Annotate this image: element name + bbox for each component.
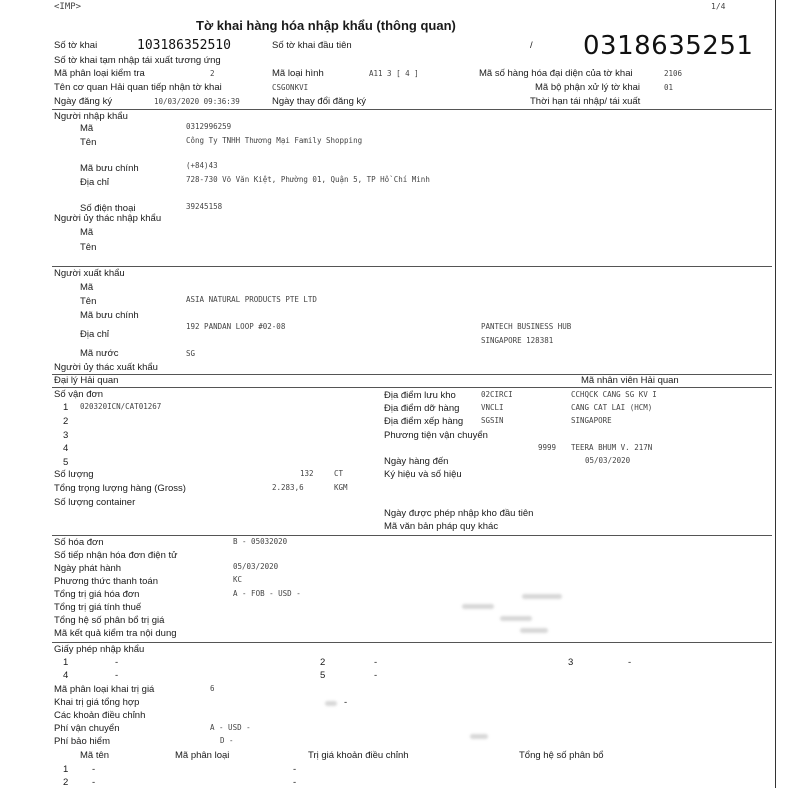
permit-4-value: - xyxy=(115,670,119,681)
ngay-hang-den-label: Ngày hàng đến xyxy=(384,456,449,467)
tong-tri-gia-value: A - FOB - USD - xyxy=(233,589,301,598)
adjust-row-2-ma: - xyxy=(92,777,96,788)
redacted-mark xyxy=(470,734,488,739)
exporter-ma-label: Mã xyxy=(80,282,94,293)
imp-tag: <IMP> xyxy=(54,2,82,12)
van-don-row-1-no: 1 xyxy=(63,402,69,413)
adjust-row-2-no: 2 xyxy=(63,777,69,788)
permit-4-no: 4 xyxy=(63,670,69,681)
tong-hop-label: Khai trị giá tổng hợp xyxy=(54,697,140,708)
ngay-dang-ky-value: 10/03/2020 09:36:39 xyxy=(154,97,240,106)
ngay-duoc-phep-label: Ngày được phép nhập kho đầu tiên xyxy=(384,508,534,519)
permit-1-no: 1 xyxy=(63,657,69,668)
importer-uy-thac-label: Người ủy thác nhập khẩu xyxy=(54,213,162,224)
ngay-hang-den-value: 05/03/2020 xyxy=(585,456,631,465)
importer-dia-chi-label: Địa chỉ xyxy=(80,177,110,188)
ma-so-hh-value: 2106 xyxy=(664,69,683,78)
redacted-mark xyxy=(522,594,562,599)
ky-hieu-label: Ký hiệu và số hiệu xyxy=(384,469,462,480)
importer-uy-thac-ma-label: Mã xyxy=(80,227,94,238)
co-quan-label: Tên cơ quan Hải quan tiếp nhận tờ khai xyxy=(54,82,222,93)
col-phan-loai: Mã phân loại xyxy=(175,750,230,761)
co-quan-value: CSGONKVI xyxy=(272,83,309,92)
col-tri-gia: Trị giá khoản điều chỉnh xyxy=(308,750,409,761)
ma-so-hh-label: Mã số hàng hóa đại diện của tờ khai xyxy=(479,68,633,79)
importer-ten-value: Công Ty TNHH Thương Mại Family Shopping xyxy=(186,136,363,145)
ma-phan-loai-label: Mã phân loại kiểm tra xyxy=(54,68,145,79)
ma-phan-loai-value: 2 xyxy=(210,69,215,78)
phuong-tien-code: 9999 xyxy=(538,443,557,452)
van-don-row-3-no: 3 xyxy=(63,430,69,441)
trong-luong-unit: KGM xyxy=(334,483,348,492)
importer-buu-chinh-label: Mã bưu chính xyxy=(80,163,139,174)
thanh-toan-value: KC xyxy=(233,575,243,584)
phan-loai-khai-label: Mã phân loại khai trị giá xyxy=(54,684,155,695)
phan-loai-khai-value: 6 xyxy=(210,684,215,693)
declaration-big-number: 0318635251 xyxy=(583,31,754,61)
ma-loai-hinh-label: Mã loại hình xyxy=(272,68,324,79)
kiem-tra-label: Mã kết quả kiểm tra nội dung xyxy=(54,628,177,639)
importer-dia-chi-value: 728-730 Võ Văn Kiệt, Phường 01, Quận 5, TP Hồ Chí Minh xyxy=(186,175,430,184)
van-chuyen-value: A - USD - xyxy=(210,723,251,732)
exporter-buu-chinh-label: Mã bưu chính xyxy=(80,310,139,321)
importer-dien-thoai-label: Số điện thoại xyxy=(80,203,136,214)
trong-luong-label: Tổng trọng lượng hàng (Gross) xyxy=(54,483,186,494)
van-don-row-1-value: 020320ICN/CAT01267 xyxy=(80,402,162,411)
importer-buu-chinh-value: (+84)43 xyxy=(186,161,218,170)
exporter-dia-chi-line1: 192 PANDAN LOOP #02-08 xyxy=(186,322,286,331)
divider xyxy=(52,535,772,536)
tong-tri-gia-label: Tổng trị giá hóa đơn xyxy=(54,589,140,600)
tiep-nhan-label: Số tiếp nhận hóa đơn điện tử xyxy=(54,550,178,561)
van-don-row-2-no: 2 xyxy=(63,416,69,427)
xep-hang-label: Địa điểm xếp hàng xyxy=(384,416,464,427)
luu-kho-label: Địa điểm lưu kho xyxy=(384,390,456,401)
importer-ma-value: 0312996259 xyxy=(186,122,232,131)
exporter-ten-label: Tên xyxy=(80,296,97,307)
exporter-dia-chi-line3: SINGAPORE 128381 xyxy=(481,336,554,345)
ngay-phat-hanh-label: Ngày phát hành xyxy=(54,563,122,574)
phuong-tien-name: TEERA BHUM V. 217N xyxy=(571,443,653,452)
agent-label: Đại lý Hải quan xyxy=(54,375,119,386)
divider xyxy=(52,266,772,267)
do-hang-code: VNCLI xyxy=(481,403,504,412)
exporter-dia-chi-line2: PANTECH BUSINESS HUB xyxy=(481,322,572,331)
luu-kho-name: CCHQCK CANG SG KV I xyxy=(571,390,657,399)
ngay-thay-doi-label: Ngày thay đổi đăng ký xyxy=(272,96,367,107)
exporter-ma-nuoc-value: SG xyxy=(186,349,196,358)
phuong-tien-label: Phương tiện vận chuyển xyxy=(384,430,488,441)
adjust-row-1-ma: - xyxy=(92,764,96,775)
ngay-phat-hanh-value: 05/03/2020 xyxy=(233,562,279,571)
divider xyxy=(52,642,772,643)
thoi-han-label: Thời hạn tái nhập/ tái xuất xyxy=(530,96,641,107)
do-hang-name: CANG CAT LAI (HCM) xyxy=(571,403,653,412)
container-label: Số lượng container xyxy=(54,497,136,508)
importer-section-label: Người nhập khẩu xyxy=(54,111,128,122)
importer-ma-label: Mã xyxy=(80,123,94,134)
permit-5-value: - xyxy=(374,670,378,681)
tinh-thue-label: Tổng trị giá tính thuế xyxy=(54,602,142,613)
redacted-mark xyxy=(462,604,494,609)
permit-3-no: 3 xyxy=(568,657,574,668)
van-chuyen-label: Phí vận chuyển xyxy=(54,723,120,734)
luu-kho-code: 02CIRCI xyxy=(481,390,513,399)
so-hoa-don-value: B - 05032020 xyxy=(233,537,288,546)
importer-dien-thoai-value: 39245158 xyxy=(186,202,223,211)
van-don-label: Số vận đơn xyxy=(54,389,104,400)
permit-1-value: - xyxy=(115,657,119,668)
thanh-toan-label: Phương thức thanh toán xyxy=(54,576,158,587)
exporter-ma-nuoc-label: Mã nước xyxy=(80,348,119,359)
right-margin-rule xyxy=(775,0,776,788)
bao-hiem-value: D - xyxy=(220,736,234,745)
so-hoa-don-label: Số hóa đơn xyxy=(54,537,104,548)
exporter-uy-thac-label: Người ủy thác xuất khẩu xyxy=(54,362,158,373)
exporter-dia-chi-label: Địa chỉ xyxy=(80,329,110,340)
redacted-mark xyxy=(500,616,532,621)
col-he-so: Tổng hệ số phân bổ xyxy=(519,750,604,761)
ngay-dang-ky-label: Ngày đăng ký xyxy=(54,96,113,107)
so-luong-unit: CT xyxy=(334,469,344,478)
adjust-row-1-tri-gia: - xyxy=(293,764,297,775)
dau-tien-label: Số tờ khai đầu tiên xyxy=(272,40,352,51)
document-title: Tờ khai hàng hóa nhập khẩu (thông quan) xyxy=(196,18,456,33)
permit-2-value: - xyxy=(374,657,378,668)
so-to-khai-label: Số tờ khai xyxy=(54,40,98,51)
so-to-khai-value: 103186352510 xyxy=(137,38,231,53)
dau-tien-slash: / xyxy=(530,40,533,51)
exporter-ten-value: ASIA NATURAL PRODUCTS PTE LTD xyxy=(186,295,317,304)
ma-bo-phan-label: Mã bộ phận xử lý tờ khai xyxy=(535,82,641,93)
ma-bo-phan-value: 01 xyxy=(664,83,674,92)
tam-nhap-label: Số tờ khai tạm nhập tái xuất tương ứng xyxy=(54,55,221,66)
xep-hang-code: SGSIN xyxy=(481,416,504,425)
permit-3-value: - xyxy=(628,657,632,668)
redacted-mark xyxy=(325,701,337,706)
divider xyxy=(52,109,772,110)
agent-nhan-vien-label: Mã nhân viên Hải quan xyxy=(581,375,679,386)
so-luong-label: Số lượng xyxy=(54,469,94,480)
permit-5-no: 5 xyxy=(320,670,326,681)
permit-2-no: 2 xyxy=(320,657,326,668)
permits-label: Giấy phép nhập khẩu xyxy=(54,644,145,655)
he-so-label: Tổng hệ số phân bổ trị giá xyxy=(54,615,165,626)
ma-loai-hinh-value: A11 3 [ 4 ] xyxy=(369,69,419,78)
page-number: 1/4 xyxy=(711,2,726,11)
col-ma-ten: Mã tên xyxy=(80,750,110,761)
tong-hop-value: - xyxy=(344,697,348,708)
bao-hiem-label: Phí bảo hiểm xyxy=(54,736,110,747)
importer-uy-thac-ten-label: Tên xyxy=(80,242,97,253)
trong-luong-value: 2.283,6 xyxy=(272,483,304,492)
adjust-row-2-tri-gia: - xyxy=(293,777,297,788)
exporter-section-label: Người xuất khẩu xyxy=(54,268,125,279)
van-ban-label: Mã văn bản pháp quy khác xyxy=(384,521,499,532)
adjust-row-1-no: 1 xyxy=(63,764,69,775)
divider xyxy=(52,387,772,388)
dieu-chinh-label: Các khoản điều chỉnh xyxy=(54,710,146,721)
do-hang-label: Địa điểm dỡ hàng xyxy=(384,403,460,414)
van-don-row-4-no: 4 xyxy=(63,443,69,454)
redacted-mark xyxy=(520,628,548,633)
xep-hang-name: SINGAPORE xyxy=(571,416,612,425)
so-luong-value: 132 xyxy=(300,469,314,478)
van-don-row-5-no: 5 xyxy=(63,457,69,468)
importer-ten-label: Tên xyxy=(80,137,97,148)
